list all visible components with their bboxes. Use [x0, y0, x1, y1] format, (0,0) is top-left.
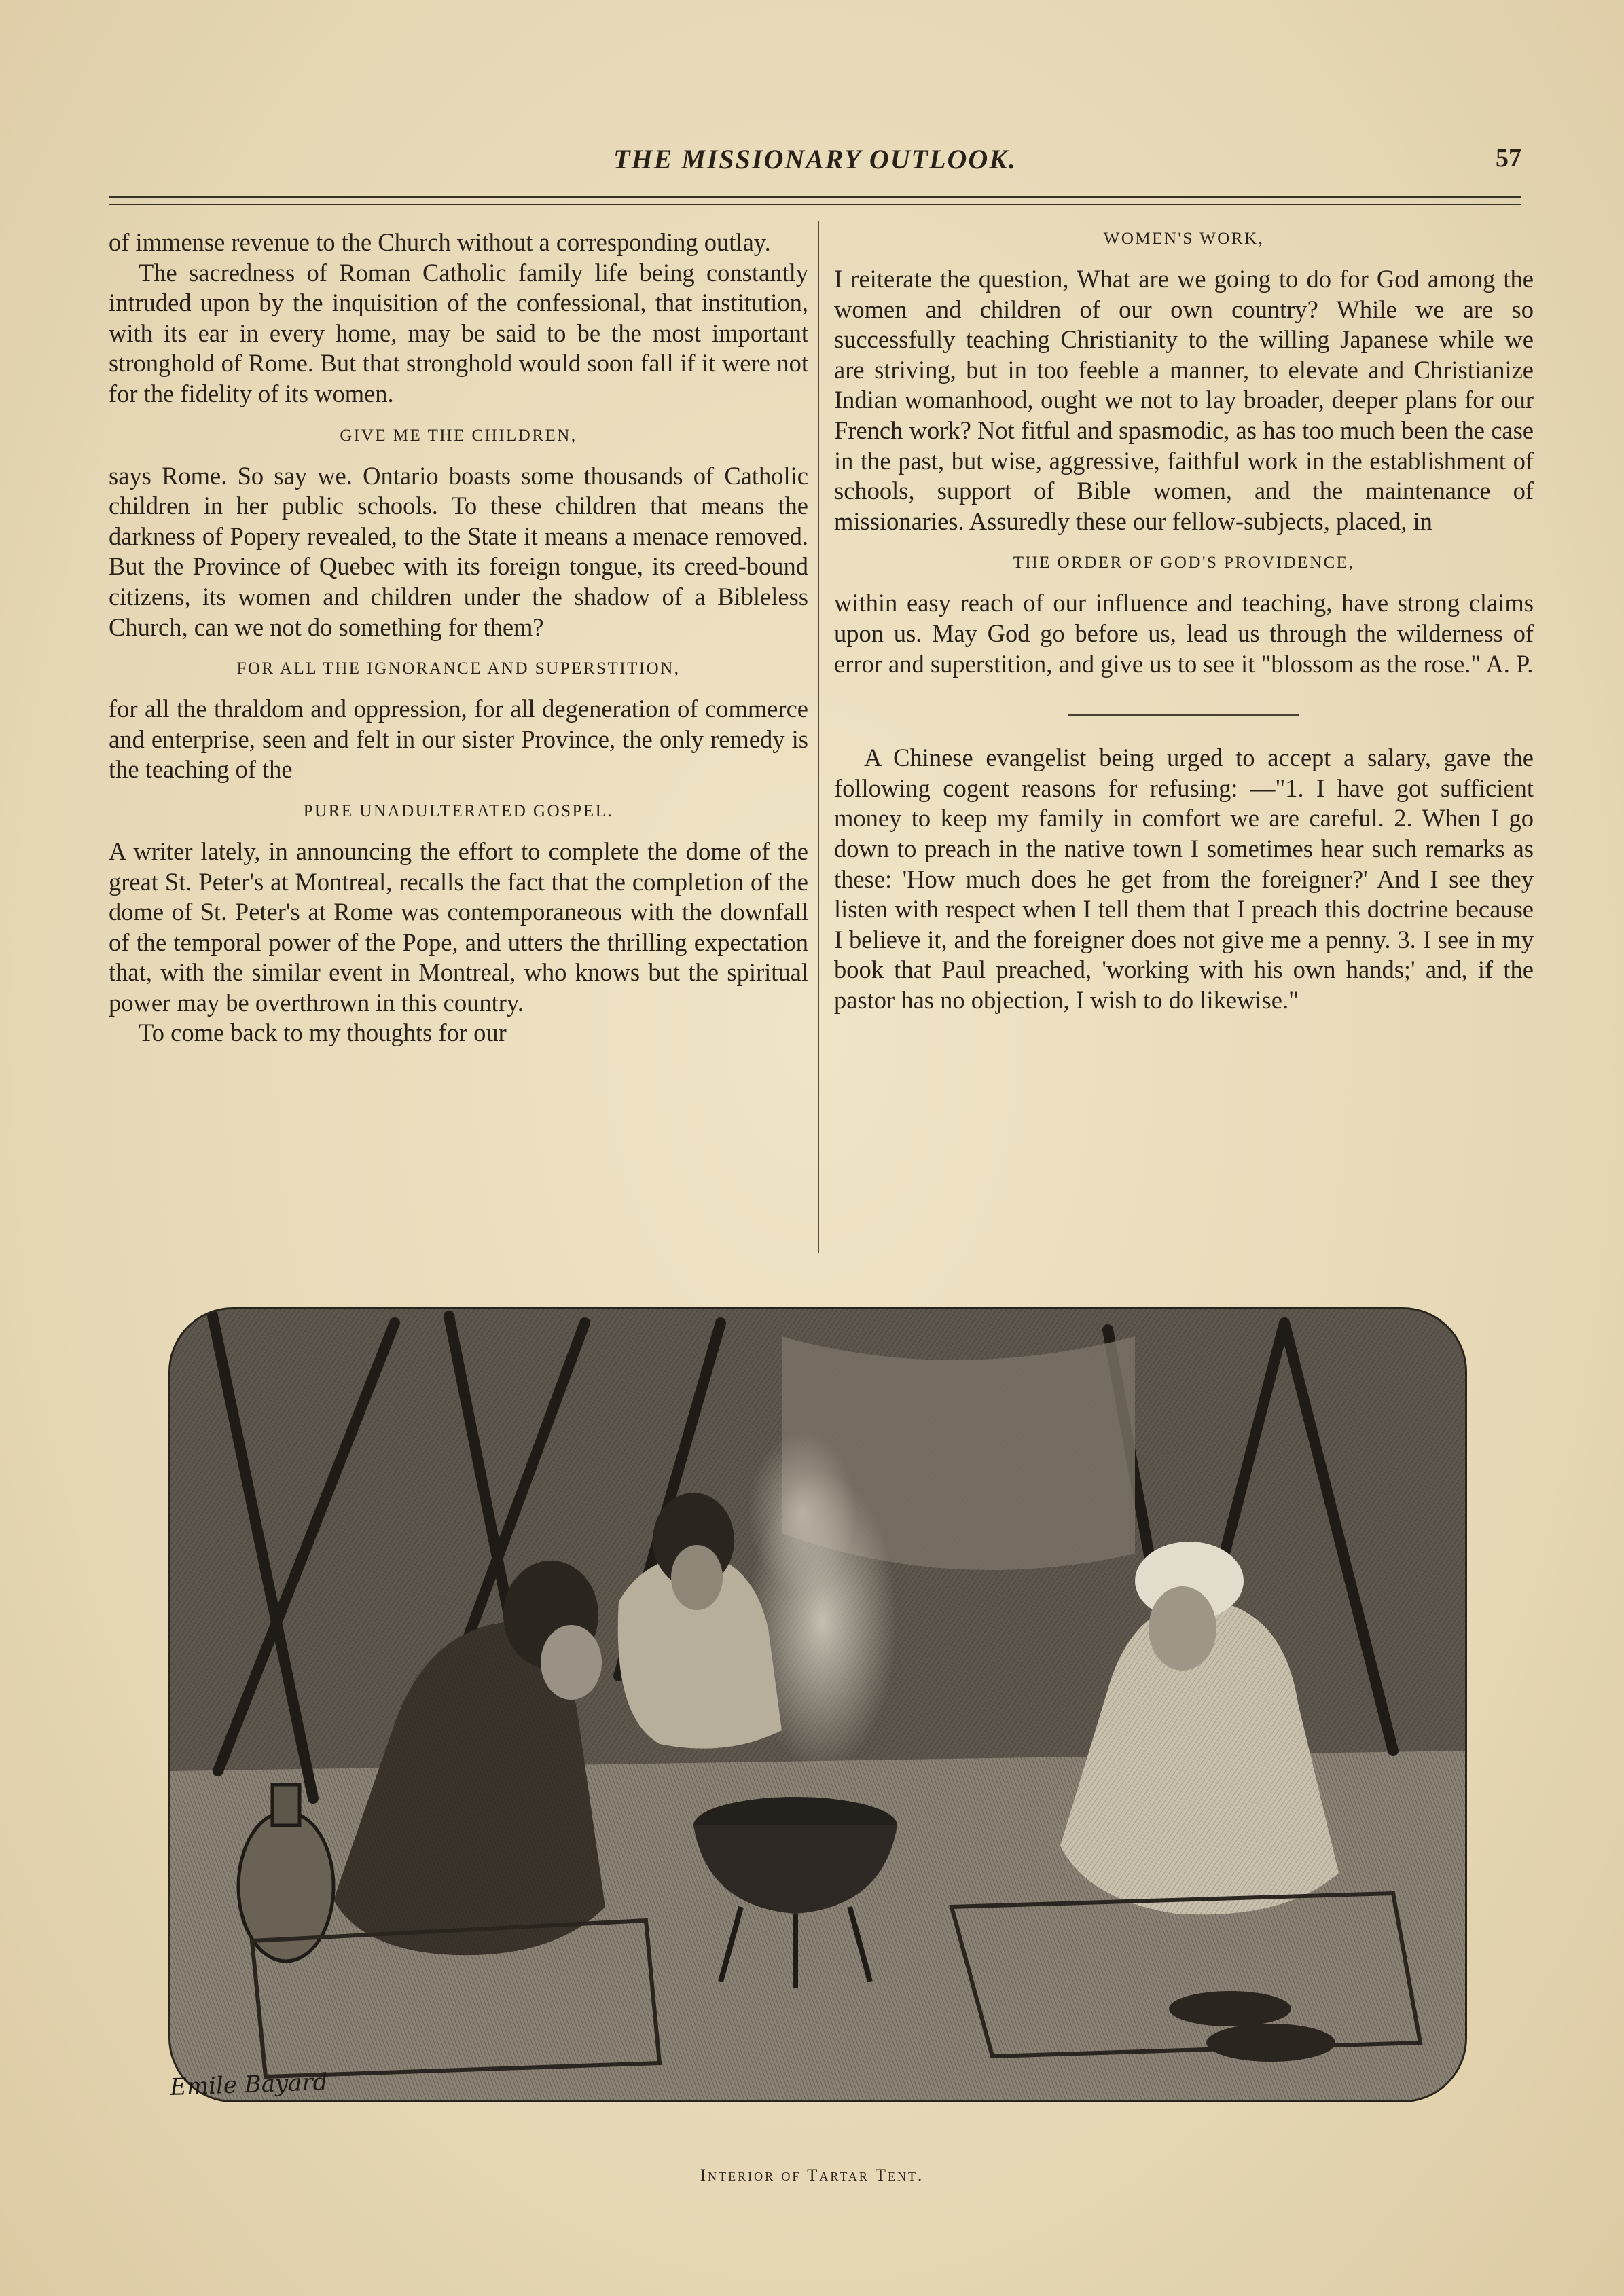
paragraph: within easy reach of our influence and teaching, have strong claims upon us. May God go before us, lead us through the wilderness of error and superstition, and give us to see it "blossom as the rose." A. P.: [834, 589, 1534, 678]
header-rule: [109, 196, 1521, 205]
left-column: [109, 227, 808, 1049]
tent-interior-image: [170, 1309, 1465, 2100]
paragraph: The sacredness of Roman Catholic family life being constantly intruded upon by the inquisition of the confessional, that institution, with its ear in every home, may be said to be the most important stronghold of Rome. But that stronghold would soon fall if it were not for the fidelity of its women.: [109, 258, 808, 407]
right-column: [834, 227, 1534, 1015]
section-heading: PURE UNADULTERATED GOSPEL.: [303, 801, 614, 820]
column-divider: [818, 221, 819, 1253]
page-header: [109, 139, 1521, 187]
figure-caption: Interior of Tartar Tent.: [700, 2166, 924, 2185]
running-title: THE MISSIONARY OUTLOOK.: [613, 144, 1017, 175]
section-heading: WOMEN'S WORK,: [1103, 230, 1265, 248]
engraving-illustration: [168, 1307, 1467, 2102]
section-heading: FOR ALL THE IGNORANCE AND SUPERSTITION,: [236, 659, 681, 678]
paragraph: of immense revenue to the Church without a corresponding outlay.: [109, 228, 771, 256]
paragraph: A Chinese evangelist being urged to accept a salary, gave the following cogent reasons for refusing: —"1. I have got sufficient money to keep my family in comfort we are careful. 2. When I go down to preach in the native town I sometimes hear such remarks as these: 'How much does he get from the foreigner?' And I see they listen with respect when I tell them that I preach this doctrine because I believe it, and the foreigner does not give me a penny. 3. I see in my book that Paul preached, 'working with his own hands;' and, if the pastor has no objection, I wish to do likewise.": [834, 744, 1534, 1014]
section-heading: GIVE ME THE CHILDREN,: [340, 426, 577, 445]
section-heading: THE ORDER OF GOD'S PROVIDENCE,: [1013, 553, 1355, 572]
separator-rule: [1068, 714, 1299, 716]
paragraph: To come back to my thoughts for our: [139, 1019, 507, 1047]
paragraph: says Rome. So say we. Ontario boasts some thousands of Catholic children in her public schools. To these children that means the darkness of Popery revealed, to the State it means a menace removed. But the Province of Quebec with its foreign tongue, its creed-bound citizens, its women and children under the shadow of a Bibleless Church, can we not do something for them?: [109, 461, 808, 641]
paragraph: I reiterate the question, What are we going to do for God among the women and children of our own country? While we are so successfully teaching Christianity to the willing Japanese while we are striving, but in too feeble a manner, to elevate and Christianize Indian womanhood, ought we not to lay broader, deeper plans for our French work? Not fitful and spasmodic, as has too much been the case in the past, but wise, aggressive, faithful work in the establishment of schools, support of Bible women, and the maintenance of missionaries. Assuredly these our fellow-subjects, placed, in: [834, 265, 1534, 535]
paragraph: A writer lately, in announcing the effort to complete the dome of the great St. Peter's at Montreal, recalls the fact that the completion of the dome of St. Peter's at Rome was contemporaneous with the downfall of the temporal power of the Pope, and utters the thrilling expectation that, with the similar event in Montreal, who knows but the spiritual power may be overthrown in this country.: [109, 837, 808, 1017]
page-number: 57: [1496, 144, 1521, 172]
artist-signature: Emile Bayard: [169, 2068, 329, 2102]
paragraph: for all the thraldom and oppression, for all degeneration of commerce and enterprise, seen and felt in our sister Province, the only remedy is the teaching of the: [109, 695, 808, 784]
